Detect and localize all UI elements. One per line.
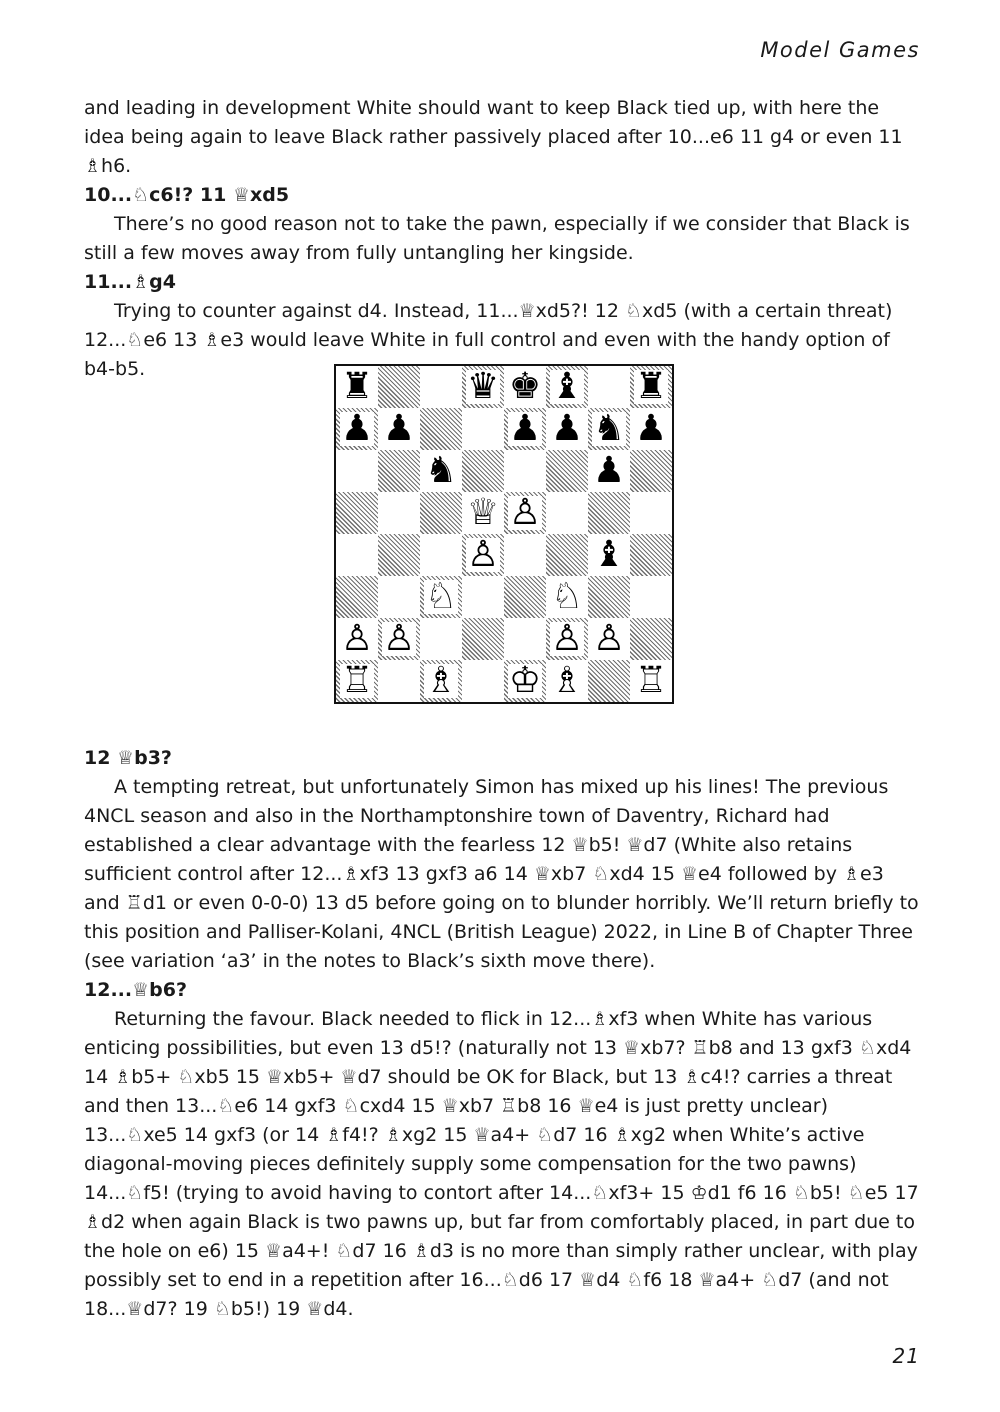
square-a7 (336, 408, 378, 450)
square-h4 (630, 534, 672, 576)
chess-piece: ♞ (424, 450, 458, 491)
chess-piece: ♕ (466, 492, 500, 533)
square-g5 (588, 492, 630, 534)
square-e1 (504, 660, 546, 702)
square-c2 (420, 618, 462, 660)
chess-piece: ♗ (424, 660, 458, 701)
square-f6 (546, 450, 588, 492)
square-f5 (546, 492, 588, 534)
chess-piece: ♜ (340, 366, 374, 407)
chess-piece: ♝ (550, 366, 584, 407)
text-block-top (84, 94, 920, 384)
move-heading-12-white: 12 ♕b3? (84, 747, 172, 769)
chess-piece: ♘ (550, 576, 584, 617)
square-g2 (588, 618, 630, 660)
square-b4 (378, 534, 420, 576)
square-g4 (588, 534, 630, 576)
commentary-10: There’s no good reason not to take the pawn, especially if we consider that Black is still a few moves away from fully untangling her kingside. (84, 213, 910, 264)
chess-piece: ♝ (592, 534, 626, 575)
chess-piece: ♟ (634, 408, 668, 449)
square-e3 (504, 576, 546, 618)
square-b7 (378, 408, 420, 450)
square-b1 (378, 660, 420, 702)
chess-piece: ♗ (550, 660, 584, 701)
square-d3 (462, 576, 504, 618)
chess-piece: ♟ (382, 408, 416, 449)
square-h8 (630, 366, 672, 408)
square-c8 (420, 366, 462, 408)
square-e6 (504, 450, 546, 492)
square-e7 (504, 408, 546, 450)
square-b8 (378, 366, 420, 408)
square-c4 (420, 534, 462, 576)
chess-piece: ♙ (508, 492, 542, 533)
move-heading-10: 10...♘c6!? 11 ♕xd5 (84, 184, 290, 206)
square-h1 (630, 660, 672, 702)
square-e2 (504, 618, 546, 660)
chess-piece: ♙ (382, 618, 416, 659)
square-a8 (336, 366, 378, 408)
square-g8 (588, 366, 630, 408)
chess-piece: ♙ (592, 618, 626, 659)
chess-piece: ♘ (424, 576, 458, 617)
chess-piece: ♙ (466, 534, 500, 575)
chess-piece: ♜ (634, 366, 668, 407)
square-b5 (378, 492, 420, 534)
square-f3 (546, 576, 588, 618)
square-h3 (630, 576, 672, 618)
square-e5 (504, 492, 546, 534)
commentary-12-white: A tempting retreat, but unfortunately Simon has mixed up his lines! The previous 4NCL season and also in the Northamptonshire town of Daventry, Richard had established a clear advantage with the fearless 12 ♕b5! ♕d7 (White also retains sufficient control after 12...♗xf3 13 gxf3 a6 14 ♕xb7 ♘xd4 15 ♕e4 followed by ♗e3 and ♖d1 or even 0-0-0) 13 d5 before going on to blunder horribly. We’ll return briefly to this position and Palliser-Kolani, 4NCL (British League) 2022, in Line B of Chapter Three (see variation ‘a3’ in the notes to Black’s sixth move there). (84, 776, 919, 972)
square-b3 (378, 576, 420, 618)
chess-diagram (334, 364, 674, 704)
running-head: Model Games (760, 38, 920, 62)
square-c7 (420, 408, 462, 450)
square-h2 (630, 618, 672, 660)
move-heading-11: 11...♗g4 (84, 271, 176, 293)
square-g3 (588, 576, 630, 618)
square-f8 (546, 366, 588, 408)
move-heading-12-black: 12...♕b6? (84, 979, 187, 1001)
square-f1 (546, 660, 588, 702)
commentary-11: Trying to counter against d4. Instead, 11...♕xd5?! 12 ♘xd5 (with a certain threat) 12...♘e6 13 ♗e3 would leave White in full control and even with the handy option of b4-b5. (84, 300, 893, 380)
chess-piece: ♟ (508, 408, 542, 449)
square-c6 (420, 450, 462, 492)
square-c1 (420, 660, 462, 702)
square-f2 (546, 618, 588, 660)
square-a6 (336, 450, 378, 492)
square-d1 (462, 660, 504, 702)
square-h6 (630, 450, 672, 492)
square-a5 (336, 492, 378, 534)
square-a1 (336, 660, 378, 702)
square-f7 (546, 408, 588, 450)
chess-piece: ♚ (508, 366, 542, 407)
chess-piece: ♙ (550, 618, 584, 659)
square-g7 (588, 408, 630, 450)
page-number: 21 (892, 1344, 920, 1368)
text-block-bottom (84, 744, 920, 1324)
commentary-12-black: Returning the favour. Black needed to flick in 12...♗xf3 when White has various enticing possibilities, but even 13 d5!? (naturally not 13 ♕xb7? ♖b8 and 13 gxf3 ♘xd4 14 ♗b5+ ♘xb5 15 ♕xb5+ ♕d7 should be OK for Black, but 13 ♗c4!? carries a threat and then 13...♘e6 14 gxf3 ♘cxd4 15 ♕xb7 ♖b8 16 ♕e4 is just pretty unclear) 13...♘xe5 14 gxf3 (or 14 ♗f4!? ♗xg2 15 ♕a4+ ♘d7 16 ♗xg2 when White’s active diagonal-moving pieces definitely supply some compensation for the two pawns) 14...♘f5! (trying to avoid having to contort after 14...♘xf3+ 15 ♔d1 f6 16 ♘b5! ♘e5 17 ♗d2 when again Black is two pawns up, but far from comfortably placed, in part due to the hole on e6) 15 ♕a4+! ♘d7 16 ♗d3 is no more than simply rather unclear, with play possibly set to end in a repetition after 16...♘d6 17 ♕d4 ♘f6 18 ♕a4+ ♘d7 (and not 18...♕d7? 19 ♘b5!) 19 ♕d4. (84, 1008, 919, 1320)
square-f4 (546, 534, 588, 576)
square-c5 (420, 492, 462, 534)
chess-piece: ♟ (340, 408, 374, 449)
square-a3 (336, 576, 378, 618)
chess-piece: ♖ (634, 660, 668, 701)
chess-piece: ♞ (592, 408, 626, 449)
square-h5 (630, 492, 672, 534)
square-e8 (504, 366, 546, 408)
square-e4 (504, 534, 546, 576)
square-a2 (336, 618, 378, 660)
square-c3 (420, 576, 462, 618)
chess-piece: ♔ (508, 660, 542, 701)
square-b2 (378, 618, 420, 660)
square-d4 (462, 534, 504, 576)
square-g1 (588, 660, 630, 702)
chess-piece: ♙ (340, 618, 374, 659)
chess-piece: ♛ (466, 366, 500, 407)
square-d7 (462, 408, 504, 450)
square-d2 (462, 618, 504, 660)
square-b6 (378, 450, 420, 492)
square-d5 (462, 492, 504, 534)
chess-piece: ♟ (592, 450, 626, 491)
square-g6 (588, 450, 630, 492)
square-a4 (336, 534, 378, 576)
square-d8 (462, 366, 504, 408)
chess-piece: ♟ (550, 408, 584, 449)
intro-paragraph: and leading in development White should want to keep Black tied up, with here the idea being again to leave Black rather passively placed after 10...e6 11 g4 or even 11 ♗h6. (84, 97, 903, 177)
square-d6 (462, 450, 504, 492)
chess-piece: ♖ (340, 660, 374, 701)
square-h7 (630, 408, 672, 450)
